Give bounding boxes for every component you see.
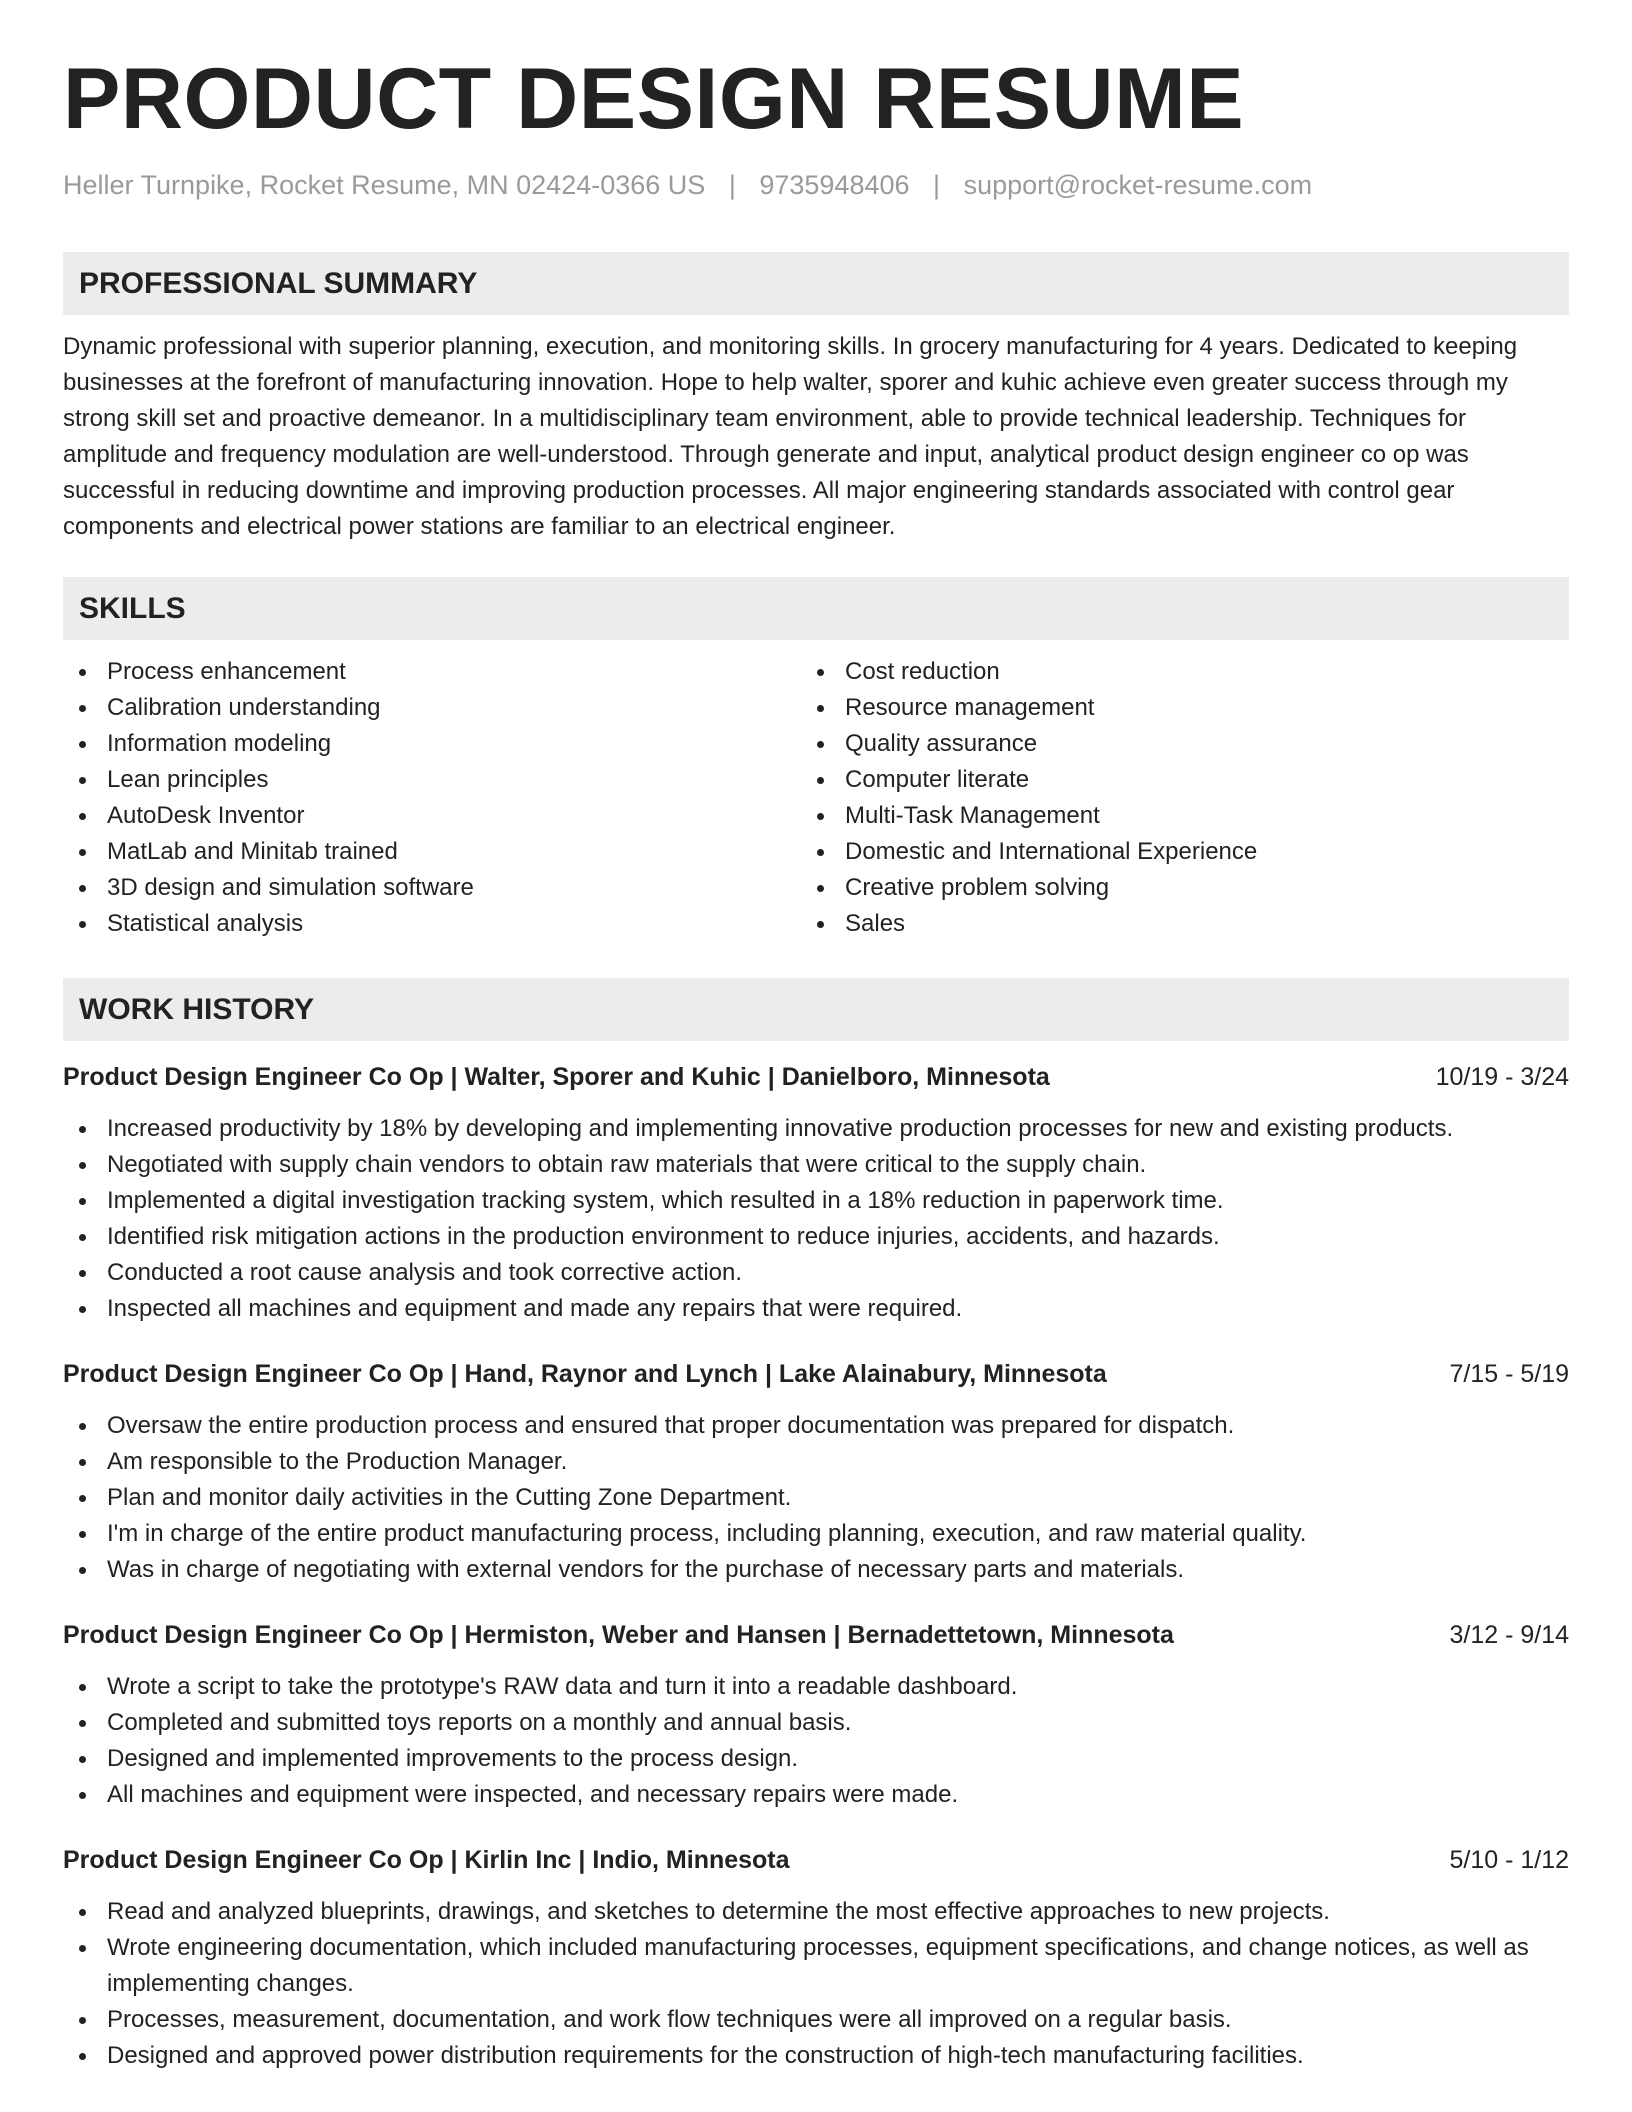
job-entry: [63, 1356, 1569, 1588]
section-header-summary: PROFESSIONAL SUMMARY: [63, 252, 1569, 315]
job-title: Product Design Engineer Co Op | Hand, Raynor and Lynch | Lake Alainabury, Minnesota: [63, 1360, 1107, 1388]
job-bullet: Oversaw the entire production process and ensured that proper documentation was prepared for dispatch.: [63, 1408, 1569, 1444]
skill-item: Information modeling: [63, 726, 801, 762]
contact-email: support@rocket-resume.com: [963, 170, 1313, 200]
skills-grid: [63, 654, 1569, 942]
job-entry: [63, 1842, 1569, 2074]
skill-item: 3D design and simulation software: [63, 870, 801, 906]
skill-item: AutoDesk Inventor: [63, 798, 801, 834]
job-dates: 10/19 - 3/24: [1435, 1063, 1569, 1091]
contact-separator: |: [933, 170, 941, 200]
job-bullet: Wrote engineering documentation, which included manufacturing processes, equipment specifications, and change notices, as well as implementing changes.: [63, 1930, 1569, 2002]
skill-item: Creative problem solving: [801, 870, 1539, 906]
skill-item: Computer literate: [801, 762, 1539, 798]
contact-line: [63, 172, 1569, 199]
skill-item: Sales: [801, 906, 1539, 942]
job-bullet: Plan and monitor daily activities in the Cutting Zone Department.: [63, 1480, 1569, 1516]
section-header-skills: SKILLS: [63, 577, 1569, 640]
job-header: [63, 1842, 1569, 1878]
job-bullet: Negotiated with supply chain vendors to obtain raw materials that were critical to the supply chain.: [63, 1147, 1569, 1183]
job-bullet-list: [63, 1111, 1569, 1327]
skills-column-right: [801, 654, 1539, 942]
skill-item: Resource management: [801, 690, 1539, 726]
job-bullet: Implemented a digital investigation tracking system, which resulted in a 18% reduction in paperwork time.: [63, 1183, 1569, 1219]
job-header: [63, 1356, 1569, 1392]
job-bullet: Was in charge of negotiating with external vendors for the purchase of necessary parts and materials.: [63, 1552, 1569, 1588]
job-bullet: Wrote a script to take the prototype's RAW data and turn it into a readable dashboard.: [63, 1669, 1569, 1705]
job-bullet: Designed and approved power distribution requirements for the construction of high-tech manufacturing facilities.: [63, 2038, 1569, 2074]
work-history-list: [63, 1059, 1569, 2074]
skill-item: Cost reduction: [801, 654, 1539, 690]
job-bullet: Increased productivity by 18% by developing and implementing innovative production processes for new and existing products.: [63, 1111, 1569, 1147]
job-bullet: Am responsible to the Production Manager.: [63, 1444, 1569, 1480]
job-entry: [63, 1617, 1569, 1813]
job-dates: 3/12 - 9/14: [1449, 1621, 1569, 1649]
job-title: Product Design Engineer Co Op | Hermiston, Weber and Hansen | Bernadettetown, Minnesota: [63, 1621, 1174, 1649]
job-title: Product Design Engineer Co Op | Walter, Sporer and Kuhic | Danielboro, Minnesota: [63, 1063, 1050, 1091]
job-bullet: Read and analyzed blueprints, drawings, and sketches to determine the most effective approaches to new projects.: [63, 1894, 1569, 1930]
job-bullet: Identified risk mitigation actions in the production environment to reduce injuries, accidents, and hazards.: [63, 1219, 1569, 1255]
skill-item: Domestic and International Experience: [801, 834, 1539, 870]
job-dates: 5/10 - 1/12: [1449, 1846, 1569, 1874]
job-bullet-list: [63, 1894, 1569, 2074]
job-bullet: Completed and submitted toys reports on a monthly and annual basis.: [63, 1705, 1569, 1741]
job-bullet: Conducted a root cause analysis and took corrective action.: [63, 1255, 1569, 1291]
job-entry: [63, 1059, 1569, 1327]
skill-item: Lean principles: [63, 762, 801, 798]
skills-column-left: [63, 654, 801, 942]
skill-item: Multi-Task Management: [801, 798, 1539, 834]
skill-item: Statistical analysis: [63, 906, 801, 942]
skill-item: Process enhancement: [63, 654, 801, 690]
job-bullet-list: [63, 1408, 1569, 1588]
job-bullet: I'm in charge of the entire product manufacturing process, including planning, execution, and raw material quality.: [63, 1516, 1569, 1552]
job-bullet: Designed and implemented improvements to the process design.: [63, 1741, 1569, 1777]
skill-item: Quality assurance: [801, 726, 1539, 762]
job-bullet-list: [63, 1669, 1569, 1813]
job-header: [63, 1617, 1569, 1653]
job-bullet: All machines and equipment were inspected, and necessary repairs were made.: [63, 1777, 1569, 1813]
contact-separator: |: [728, 170, 736, 200]
job-header: [63, 1059, 1569, 1095]
section-header-work-history: WORK HISTORY: [63, 978, 1569, 1041]
contact-address: Heller Turnpike, Rocket Resume, MN 02424-0366 US: [63, 170, 706, 200]
resume-title: PRODUCT DESIGN RESUME: [63, 51, 1245, 147]
summary-text: Dynamic professional with superior planning, execution, and monitoring skills. In grocery manufacturing for 4 years. Dedicated to keeping businesses at the forefront of manufacturing innovation. Hope to help walter, sporer and kuhic achieve even greater success through my strong skill set and proactive demeanor. In a multidisciplinary team environment, able to provide technical leadership. Techniques for amplitude and frequency modulation are well-understood. Through generate and input, analytical product design engineer co op was successful in reducing downtime and improving production processes. All major engineering standards associated with control gear components and electrical power stations are familiar to an electrical engineer.: [63, 333, 1518, 540]
job-bullet: Inspected all machines and equipment and made any repairs that were required.: [63, 1291, 1569, 1327]
skill-item: Calibration understanding: [63, 690, 801, 726]
contact-phone: 9735948406: [759, 170, 910, 200]
job-bullet: Processes, measurement, documentation, and work flow techniques were all improved on a regular basis.: [63, 2002, 1569, 2038]
skill-item: MatLab and Minitab trained: [63, 834, 801, 870]
job-dates: 7/15 - 5/19: [1449, 1360, 1569, 1388]
job-title: Product Design Engineer Co Op | Kirlin Inc | Indio, Minnesota: [63, 1846, 790, 1874]
